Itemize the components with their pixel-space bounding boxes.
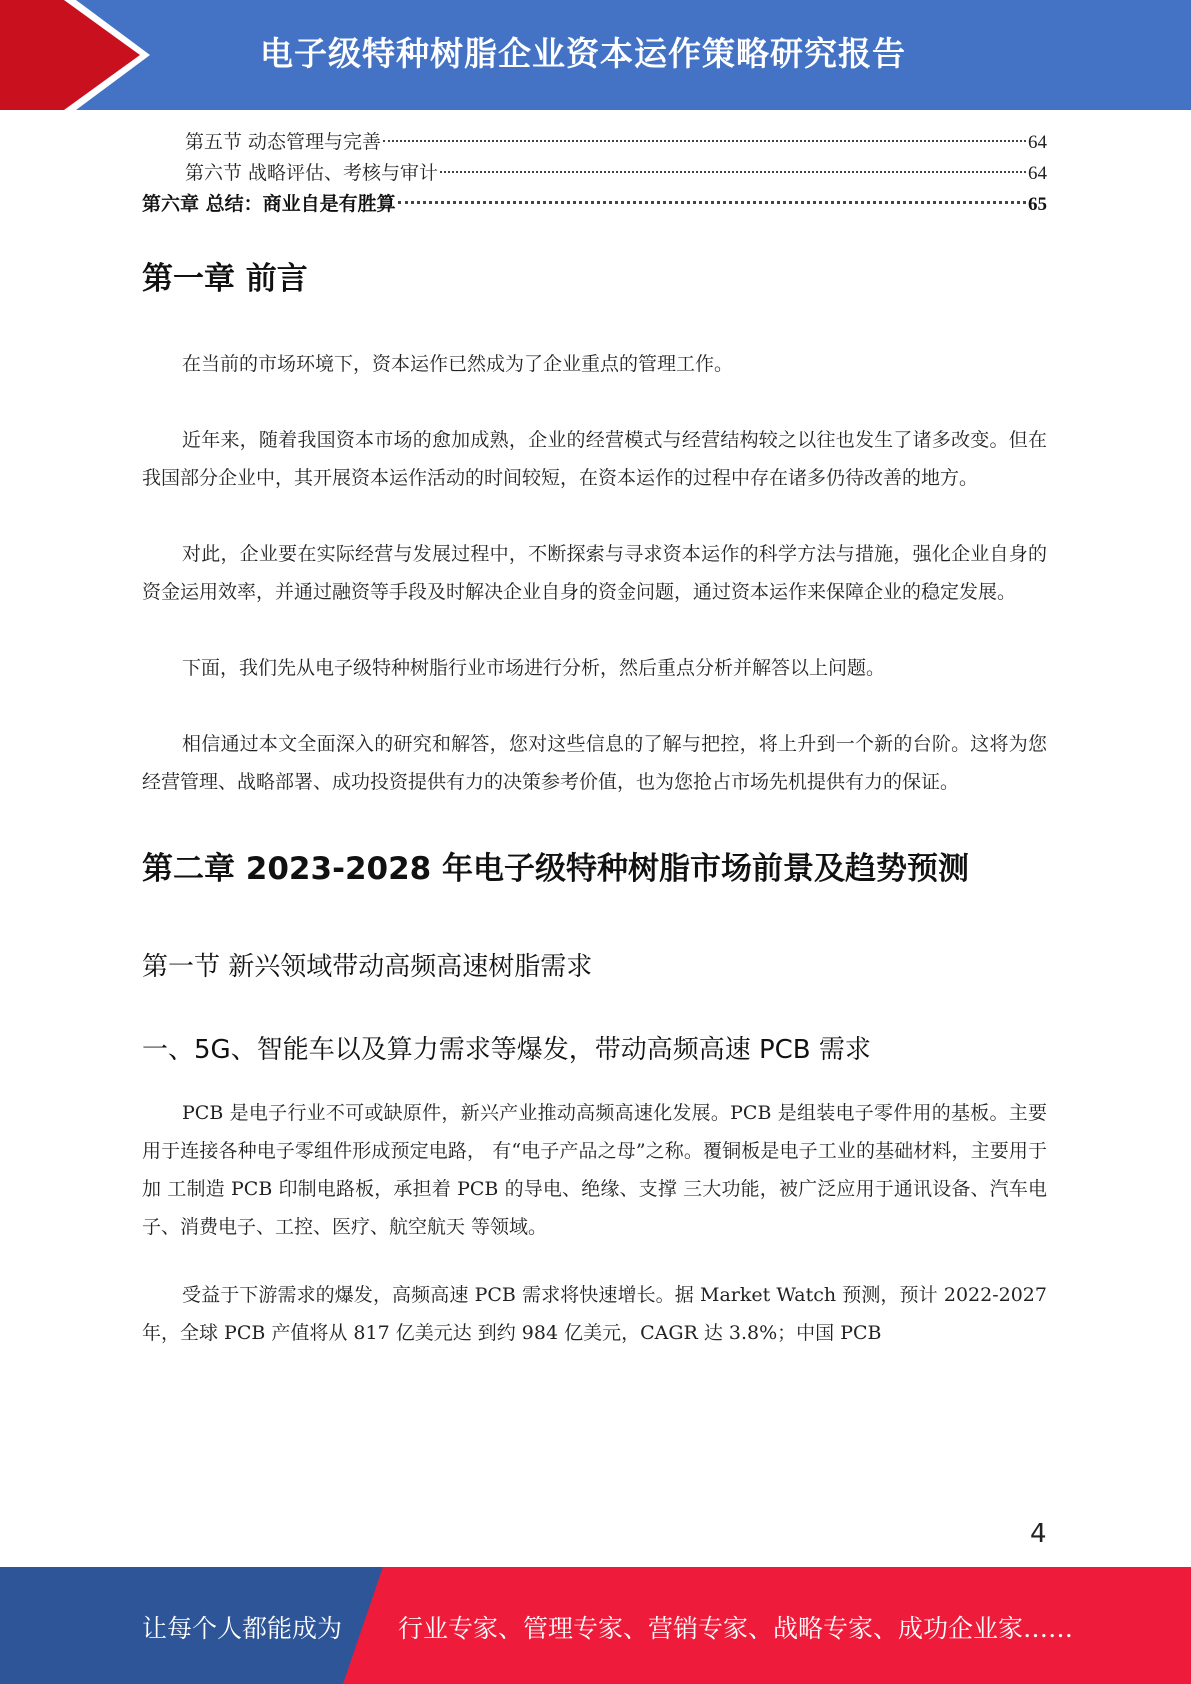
toc-leader <box>383 140 1026 142</box>
toc-leader <box>440 171 1026 173</box>
paragraph: 近年来，随着我国资本市场的愈加成熟，企业的经营模式与经营结构较之以往也发生了诸多改变。但在我国部分企业中，其开展资本运作活动的时间较短，在资本运作的过程中存在诸多仍待改善的地方。 <box>142 429 1047 489</box>
red-chevron-icon <box>0 0 160 110</box>
report-title: 电子级特种树脂企业资本运作策略研究报告 <box>260 34 906 73</box>
subsection-heading: 一、5G、智能车以及算力需求等爆发，带动高频高速 PCB 需求 <box>142 1035 871 1065</box>
paragraph: 相信通过本文全面深入的研究和解答，您对这些信息的了解与把控，将上升到一个新的台阶。这将为您经营管理、战略部署、成功投资提供有力的决策参考价值，也为您抢占市场先机提供有力的保证。 <box>142 733 1047 793</box>
paragraph: 在当前的市场环境下，资本运作已然成为了企业重点的管理工作。 <box>182 353 734 375</box>
section-heading: 第一节 新兴领域带动高频高速树脂需求 <box>142 952 593 982</box>
footer-slogan-right: 行业专家、管理专家、营销专家、战略专家、成功企业家…… <box>398 1614 1074 1643</box>
toc-entry-page: 64 <box>1028 132 1047 153</box>
page-footer <box>0 1567 1191 1684</box>
toc-leader <box>398 201 1026 204</box>
toc-entry[interactable] <box>142 158 1047 189</box>
paragraph: 下面，我们先从电子级特种树脂行业市场进行分析，然后重点分析并解答以上问题。 <box>182 657 886 679</box>
footer-slogan-left: 让每个人都能成为 <box>142 1614 343 1643</box>
paragraph: 对此，企业要在实际经营与发展过程中，不断探索与寻求资本运作的科学方法与措施，强化企业自身的资金运用效率，并通过融资等手段及时解决企业自身的资金问题，通过资本运作来保障企业的稳定发展。 <box>142 543 1047 603</box>
paragraph: 受益于下游需求的爆发，高频高速 PCB 需求将快速增长。据 Market Watch 预测，预计 2022-2027 年，全球 PCB 产值将从 817 亿美元达 到约 984 亿美元，CAGR 达 3.8%；中国 PCB <box>142 1284 1047 1344</box>
page-header <box>0 0 1191 110</box>
toc-entry-label: 第六节 战略评估、考核与审计 <box>185 162 439 184</box>
toc-entry-page: 64 <box>1028 163 1047 184</box>
toc-entry-label: 第五节 动态管理与完善 <box>185 131 382 153</box>
document-body <box>142 127 1047 1352</box>
chapter-heading: 第一章 前言 <box>142 261 308 297</box>
table-of-contents <box>142 127 1047 220</box>
toc-entry[interactable] <box>142 127 1047 158</box>
chapter-heading: 第二章 2023-2028 年电子级特种树脂市场前景及趋势预测 <box>142 851 970 887</box>
page-number: 4 <box>1030 1519 1047 1549</box>
toc-entry-chapter[interactable] <box>142 189 1047 220</box>
toc-entry-page: 65 <box>1028 194 1047 215</box>
paragraph: PCB 是电子行业不可或缺原件，新兴产业推动高频高速化发展。PCB 是组装电子零件用的基板。主要用于连接各种电子零组件形成预定电路， 有“电子产品之母”之称。覆铜板是电子工业的基础材料，主要用于加 工制造 PCB 印制电路板，承担着 PCB 的导电、绝缘、支撑 三大功能，被广泛应用于通讯设备、汽车电子、消费电子、工控、医疗、航空航天 等领域。 <box>142 1102 1047 1238</box>
toc-entry-label: 第六章 总结：商业自是有胜算 <box>142 193 396 215</box>
